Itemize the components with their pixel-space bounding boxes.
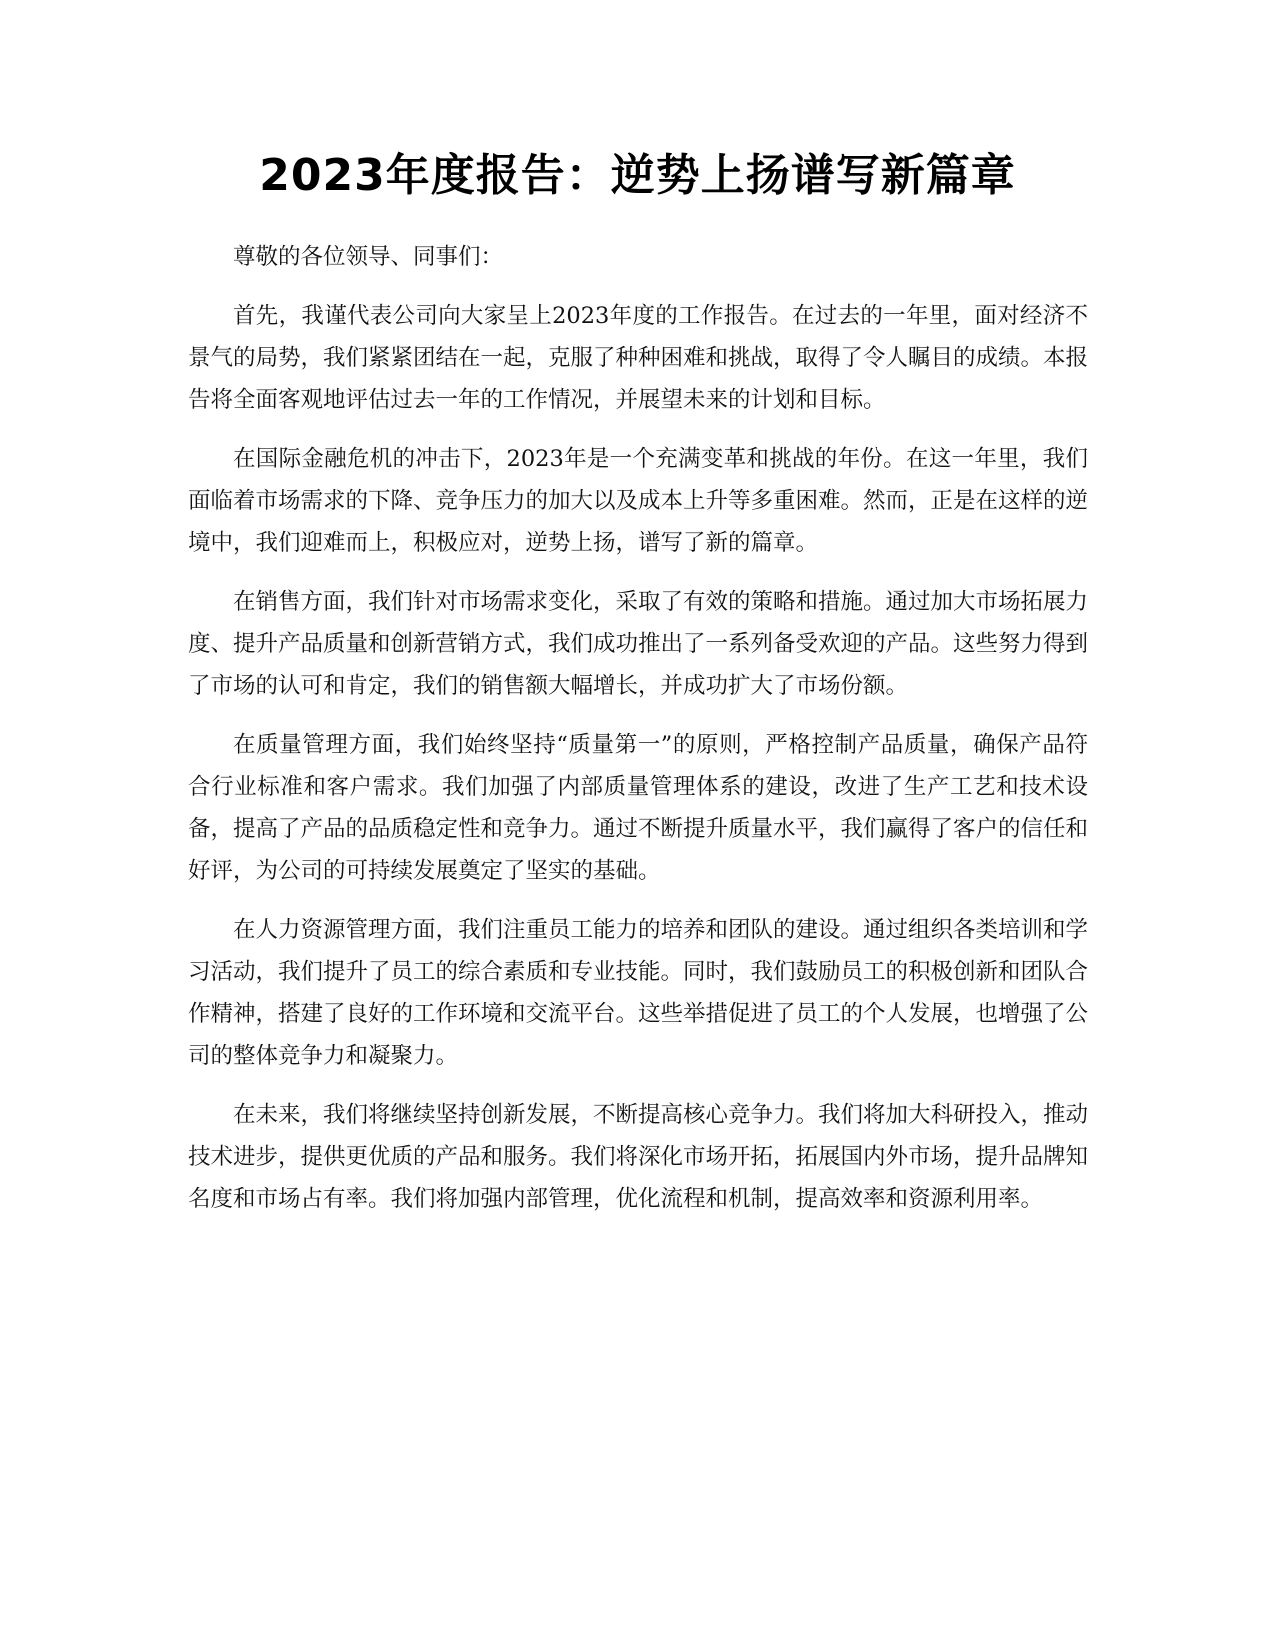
greeting-paragraph: 尊敬的各位领导、同事们： [233,244,504,270]
context-paragraph: 在国际金融危机的冲击下，2023年是一个充满变革和挑战的年份。在这一年里，我们面临着市场需求的下降、竞争压力的加大以及成本上升等多重困难。然而，正是在这样的逆境中，我们迎难而上，积极应对，逆势上扬，谱写了新的篇章。 [188,446,1089,556]
intro-paragraph: 首先，我谨代表公司向大家呈上2023年度的工作报告。在过去的一年里，面对经济不景气的局势，我们紧紧团结在一起，克服了种种困难和挑战，取得了令人瞩目的成绩。本报告将全面客观地评估过去一年的工作情况，并展望未来的计划和目标。 [188,303,1089,413]
future-paragraph: 在未来，我们将继续坚持创新发展，不断提高核心竞争力。我们将加大科研投入，推动技术进步，提供更优质的产品和服务。我们将深化市场开拓，拓展国内外市场，提升品牌知名度和市场占有率。我们将加强内部管理，优化流程和机制，提高效率和资源利用率。 [188,1102,1089,1212]
quality-paragraph: 在质量管理方面，我们始终坚持“质量第一”的原则，严格控制产品质量，确保产品符合行业标准和客户需求。我们加强了内部质量管理体系的建设，改进了生产工艺和技术设备，提高了产品的品质稳定性和竞争力。通过不断提升质量水平，我们赢得了客户的信任和好评，为公司的可持续发展奠定了坚实的基础。 [188,732,1089,884]
document-body [188,236,1088,1237]
hr-paragraph: 在人力资源管理方面，我们注重员工能力的培养和团队的建设。通过组织各类培训和学习活动，我们提升了员工的综合素质和专业技能。同时，我们鼓励员工的积极创新和团队合作精神，搭建了良好的工作环境和交流平台。这些举措促进了员工的个人发展，也增强了公司的整体竞争力和凝聚力。 [188,917,1089,1069]
document-title: 2023年度报告：逆势上扬谱写新篇章 [259,150,1016,201]
sales-paragraph: 在销售方面，我们针对市场需求变化，采取了有效的策略和措施。通过加大市场拓展力度、提升产品质量和创新营销方式，我们成功推出了一系列备受欢迎的产品。这些努力得到了市场的认可和肯定，我们的销售额大幅增长，并成功扩大了市场份额。 [188,589,1089,699]
